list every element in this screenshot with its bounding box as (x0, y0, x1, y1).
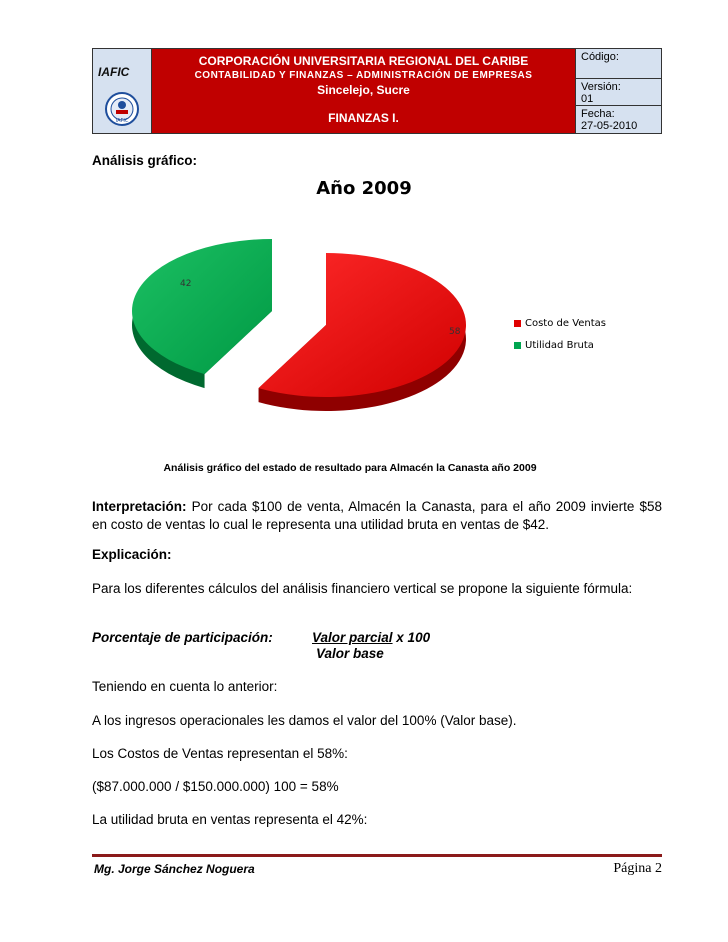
date-field (576, 106, 661, 133)
legend-swatch-red (514, 320, 521, 327)
logo-label: IAFIC (98, 65, 130, 79)
code-label: Código: (581, 51, 619, 63)
date-label: Fecha: (581, 108, 615, 120)
header-meta-cell (576, 49, 661, 133)
footer-page-number: Página 2 (613, 861, 662, 876)
explanation-text: Para los diferentes cálculos del análisis financiero vertical se propone la siguiente fórmula: (92, 581, 633, 596)
legend-item-costo-ventas (514, 318, 606, 329)
footer-divider (92, 854, 662, 857)
legend-label: Costo de Ventas (525, 318, 607, 329)
paragraph-5: La utilidad bruta en ventas representa el 42%: (92, 812, 368, 827)
formula-numerator: Valor parcial (312, 630, 393, 645)
interpretation-label: Interpretación: (92, 499, 187, 514)
seal-text: IAFIC (115, 118, 129, 124)
pie-chart (0, 225, 728, 465)
version-label: Versión: (581, 81, 621, 93)
explanation-heading: Explicación: (92, 547, 172, 562)
paragraph-4: ($87.000.000 / $150.000.000) 100 = 58% (92, 779, 339, 794)
course-name: FINANZAS I. (328, 111, 399, 125)
formula-denominator: Valor base (316, 646, 384, 661)
program-name: CONTABILIDAD Y FINANZAS – ADMINISTRACIÓN DE EMPRESAS (194, 70, 533, 81)
header-title-cell (152, 49, 576, 133)
formula-label: Porcentaje de participación: (92, 630, 273, 645)
pie-data-label-1: 42 (180, 279, 192, 289)
legend-item-utilidad-bruta (514, 340, 594, 351)
institution-name: CORPORACIÓN UNIVERSITARIA REGIONAL DEL CARIBE (198, 54, 529, 68)
institution-seal-icon (104, 91, 140, 127)
pie-data-label-0: 58 (449, 327, 461, 337)
chart-title: Año 2009 (316, 178, 412, 199)
footer-author: Mg. Jorge Sánchez Noguera (94, 862, 255, 876)
interpretation-paragraph (92, 498, 662, 534)
paragraph-1: Teniendo en cuenta lo anterior: (92, 679, 278, 694)
version-field (576, 79, 661, 106)
version-value: 01 (581, 93, 594, 105)
legend-swatch-green (514, 342, 521, 349)
logo-cell (93, 49, 152, 133)
document-header (92, 48, 662, 134)
code-field (576, 49, 661, 79)
paragraph-2: A los ingresos operacionales les damos el valor del 100% (Valor base). (92, 713, 517, 728)
paragraph-3: Los Costos de Ventas representan el 58%: (92, 746, 348, 761)
legend-label: Utilidad Bruta (525, 340, 594, 351)
chart-caption: Análisis gráfico del estado de resultado para Almacén la Canasta año 2009 (163, 462, 537, 474)
date-value: 27-05-2010 (581, 120, 638, 132)
formula-multiplier: x 100 (392, 630, 431, 645)
city-name: Sincelejo, Sucre (317, 83, 410, 97)
interpretation-text: Por cada $100 de venta, Almacén la Canasta, para el año 2009 invierte $58 en costo de ventas lo cual le representa una utilidad bruta en ventas de $42. (92, 499, 662, 532)
section-heading: Análisis gráfico: (92, 153, 198, 168)
